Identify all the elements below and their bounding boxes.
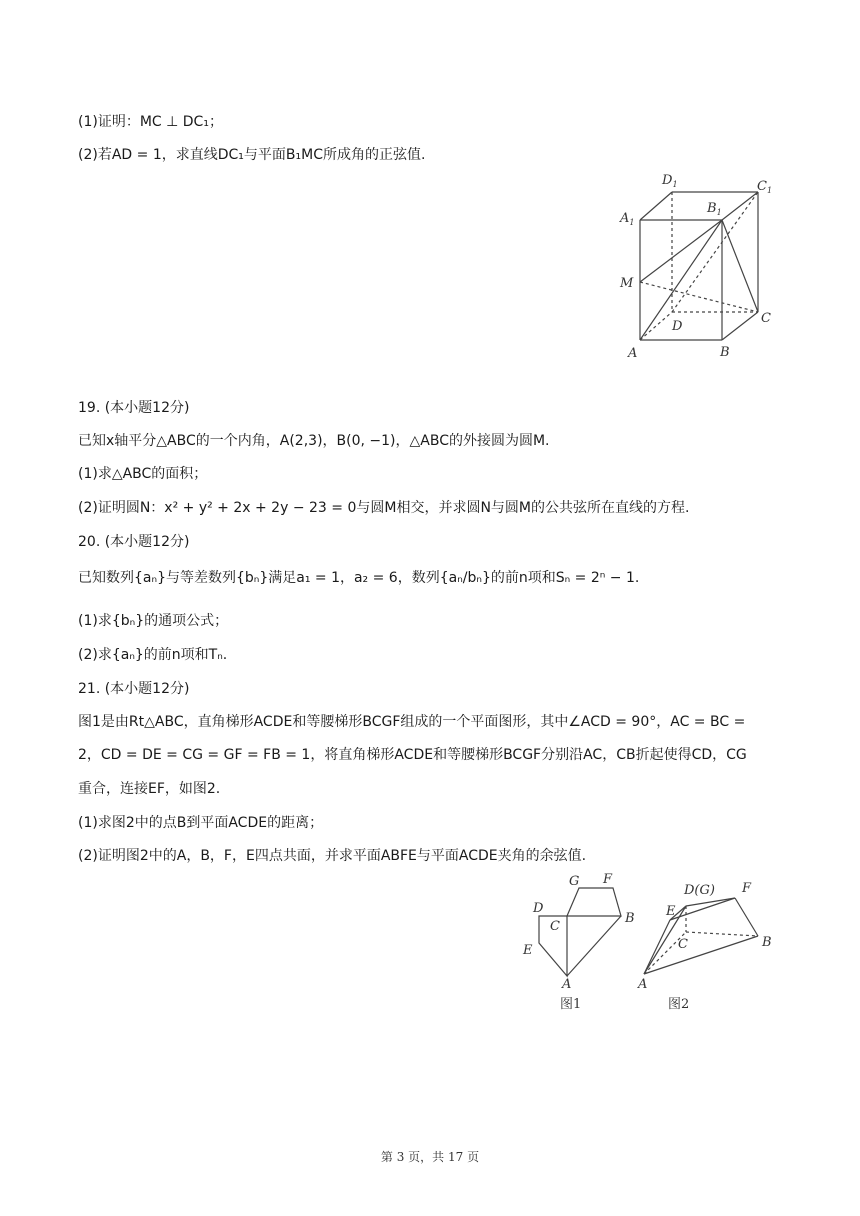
label-C: C <box>761 311 771 326</box>
label-B: B <box>762 935 772 950</box>
figure-2 <box>630 868 790 1013</box>
label-B: B <box>625 911 635 926</box>
label-DG: D(G) <box>684 883 715 898</box>
figure-1-caption: 图1 <box>560 997 582 1012</box>
segment-EF <box>670 898 735 920</box>
label-C: C <box>550 919 560 934</box>
segment-AB <box>567 916 621 976</box>
edge-B1C1 <box>722 192 758 220</box>
label-B1: $B_1$ <box>707 201 722 217</box>
question-20-part-2: (2)求{aₙ}的前n项和Tₙ. <box>78 647 228 663</box>
label-M: M <box>620 276 634 291</box>
question-18-part-2: (2)若AD = 1，求直线DC₁与平面B₁MC所成角的正弦值. <box>78 147 426 163</box>
question-21-stem-1: 图1是由Rt△ABC，直角梯形ACDE和等腰梯形BCGF组成的一个平面图形，其中∠ACD = 90°，AC = BC = <box>78 714 746 730</box>
segment-DF <box>686 898 735 906</box>
figure-2-caption: 图2 <box>668 997 690 1012</box>
segment-FB <box>735 898 758 936</box>
label-F: F <box>742 881 752 896</box>
question-20-heading: 20. (本小题12分) <box>78 534 190 550</box>
page-footer: 第 3 页，共 17 页 <box>380 1150 480 1164</box>
segment-EA <box>644 920 670 974</box>
segment-CB <box>686 932 758 936</box>
segment-AB <box>644 936 758 974</box>
label-A: A <box>638 977 648 992</box>
label-E: E <box>666 904 676 919</box>
segment-MC <box>640 282 758 312</box>
question-19-heading: 19. (本小题12分) <box>78 400 190 416</box>
question-20-part-1: (1)求{bₙ}的通项公式； <box>78 613 229 629</box>
question-21-stem-2: 2，CD = DE = CG = GF = FB = 1，将直角梯形ACDE和等腰梯形BCGF分别沿AC，CB折起使得CD，CG <box>78 747 747 763</box>
label-D1: $D_1$ <box>662 173 678 189</box>
label-A: A <box>628 346 638 361</box>
segment-MB1 <box>640 220 722 282</box>
prism-figure <box>610 170 790 370</box>
label-F: F <box>603 872 613 887</box>
question-19-part-1: (1)求△ABC的面积； <box>78 466 208 482</box>
question-19-stem: 已知x轴平分△ABC的一个内角，A(2,3)，B(0, −1)，△ABC的外接圆为圆M. <box>78 433 550 449</box>
label-D: D <box>672 319 683 334</box>
question-21-heading: 21. (本小题12分) <box>78 681 190 697</box>
label-B: B <box>720 345 730 360</box>
label-D: D <box>533 901 544 916</box>
label-A1: $A_1$ <box>620 211 635 227</box>
edge-A1D1 <box>640 192 672 220</box>
question-21-part-1: (1)求图2中的点B到平面ACDE的距离； <box>78 815 324 831</box>
figure-1 <box>515 868 640 1013</box>
question-20-stem: 已知数列{aₙ}与等差数列{bₙ}满足a₁ = 1，a₂ = 6，数列{aₙ/bₙ}的前n项和Sₙ = 2ⁿ − 1. <box>78 570 640 586</box>
label-A: A <box>562 977 572 992</box>
question-21-stem-3: 重合，连接EF，如图2. <box>78 781 221 797</box>
label-G: G <box>569 874 580 889</box>
segment-B1C <box>722 220 758 312</box>
edge-BC <box>722 312 758 340</box>
question-19-part-2: (2)证明圆N：x² + y² + 2x + 2y − 23 = 0与圆M相交，并求圆N与圆M的公共弦所在直线的方程. <box>78 500 690 516</box>
trapezoid-BCGF <box>567 888 621 916</box>
label-E: E <box>523 943 533 958</box>
label-C: C <box>678 937 688 952</box>
label-C1: $C_1$ <box>757 179 773 195</box>
question-21-part-2: (2)证明图2中的A，B，F，E四点共面，并求平面ABFE与平面ACDE夹角的余弦值. <box>78 848 587 864</box>
question-18-part-1: (1)证明：MC ⊥ DC₁； <box>78 114 223 130</box>
